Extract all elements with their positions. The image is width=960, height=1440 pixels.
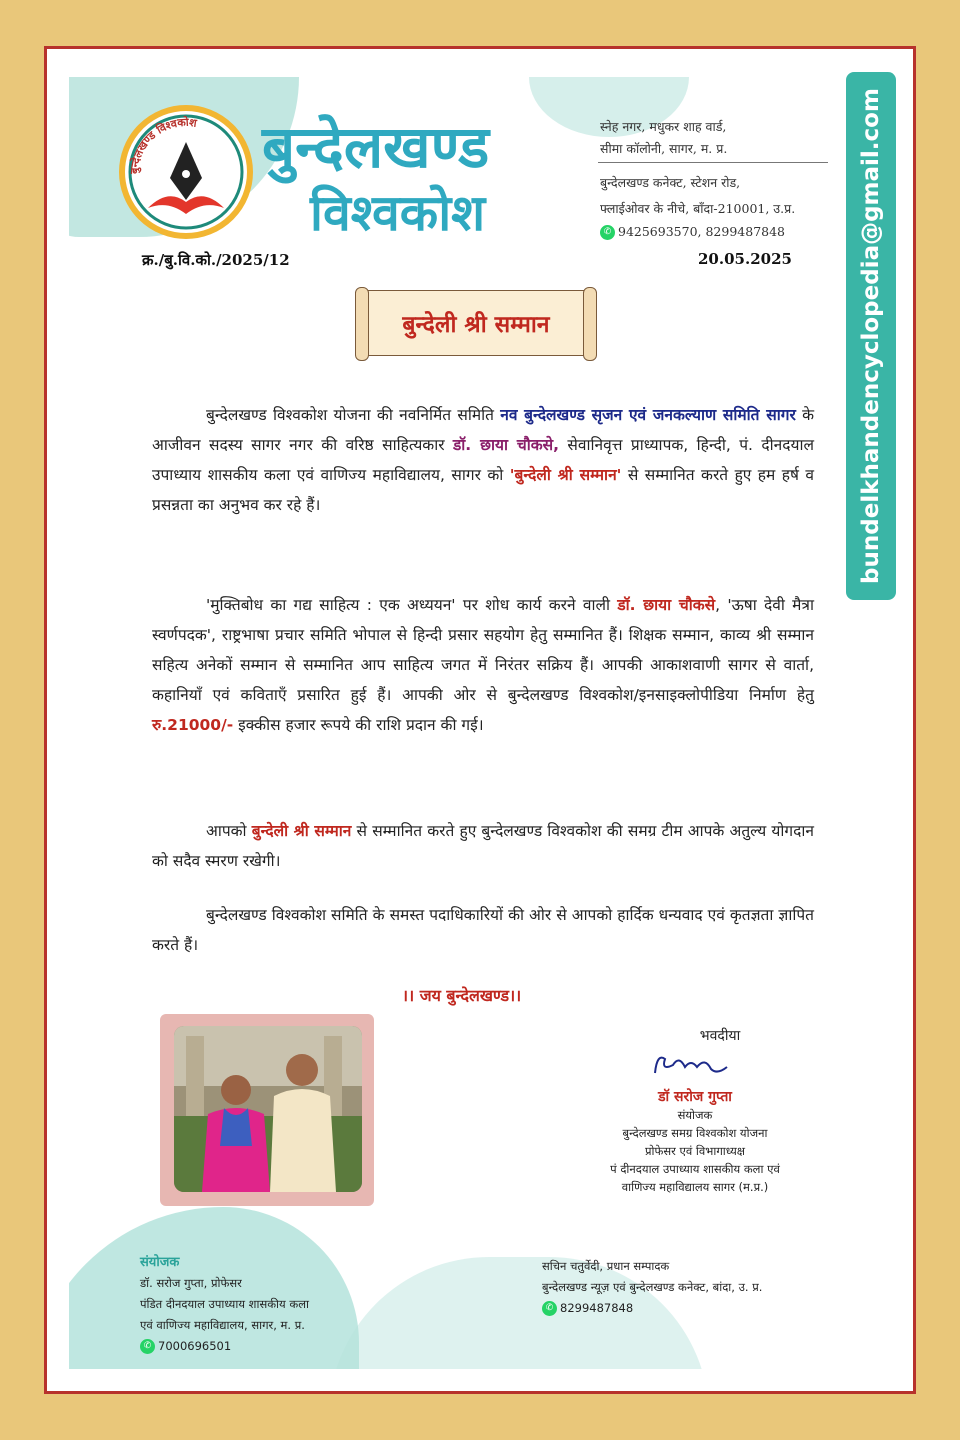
- address-line: स्नेह नगर, मधुकर शाह वार्ड,: [600, 119, 727, 134]
- committee-name: नव बुन्देलखण्ड सृजन एवं जनकल्याण समिति सागर: [500, 406, 796, 424]
- footer-right: [542, 1256, 762, 1319]
- paragraph-3: [152, 816, 814, 876]
- award-name: बुन्देली श्री सम्मान: [251, 822, 352, 840]
- address-line: फ्लाईओवर के नीचे, बाँदा-210001, उ.प्र.: [600, 201, 796, 216]
- address-phone: [600, 224, 785, 240]
- logo-ring-text: बुन्देलखण्ड विश्वकोश: [127, 115, 198, 175]
- footer-line: सचिन चतुर्वेदी, प्रधान सम्पादक: [542, 1259, 670, 1273]
- footer-line: बुन्देलखण्ड न्यूज़ एवं बुन्देलखण्ड कनेक्ट, बांदा, उ. प्र.: [542, 1280, 763, 1294]
- phone-number: 8299487848: [560, 1301, 634, 1315]
- text-run: आपको: [206, 822, 252, 840]
- brand-subtitle: विश्वकोश: [310, 184, 486, 242]
- text-run: बुन्देलखण्ड विश्वकोश समिति के समस्त पदाधिकारियों की ओर से आपको हार्दिक धन्यवाद एवं कृतज्ञता ज्ञापित करते हैं।: [152, 906, 814, 954]
- honoree-name: डॉ. छाया चौकसे: [617, 596, 716, 614]
- handwritten-signature-icon: [635, 1045, 755, 1083]
- signatory-line: प्रोफेसर एवं विभागाध्यक्ष: [644, 1144, 746, 1158]
- footer-line: पंडित दीनदयाल उपाध्याय शासकीय कला: [140, 1297, 309, 1311]
- title-scroll: [362, 290, 590, 356]
- text-run: 'मुक्तिबोध का गद्य साहित्य : एक अध्ययन' पर शोध कार्य करने वाली: [206, 596, 618, 614]
- signatory-name: डॉ सरोज गुप्ता: [658, 1089, 732, 1105]
- text-run: से सम्मानित करते हुए हम हर्ष व प्रसन्नता का अनुभव कर रहे हैं।: [152, 466, 814, 514]
- text-run: के आजीवन सदस्य सागर नगर की वरिष्ठ साहित्यकार: [152, 406, 814, 454]
- signatory-role: संयोजक: [677, 1108, 713, 1122]
- whatsapp-icon: ✆: [140, 1339, 155, 1354]
- footer-line: एवं वाणिज्य महाविद्यालय, सागर, म. प्र.: [140, 1318, 305, 1332]
- whatsapp-icon: ✆: [542, 1301, 557, 1316]
- phone-number: 7000696501: [158, 1339, 232, 1353]
- footer-line: डॉ. सरोज गुप्ता, प्रोफेसर: [140, 1276, 242, 1290]
- emblem-logo-icon: [118, 104, 254, 240]
- footer-left: [140, 1252, 309, 1357]
- honoree-photo: [174, 1026, 362, 1192]
- address-divider: [598, 162, 828, 163]
- text-run: , 'ऊषा देवी मैत्रा स्वर्णपदक', राष्ट्रभाषा प्रचार समिति भोपाल से हिन्दी प्रसार सहयोग हेतु सम्मानित हैं। शिक्षक सम्मान, काव्य श्री सम्मान सहित्य अनेकों सम्मान से सम्मानित आप साहित्य जगत में निरंतर सक्रिय हैं। आपकी आकाशवाणी सागर से वार्ता, कहानियाँ एवं कविताएँ प्रसारित हुई हैं। आपकी ओर से बुन्देलखण्ड विश्वकोश/इनसाइक्लोपीडिया निर्माण हेतु: [152, 596, 814, 704]
- footer-heading: संयोजक: [140, 1255, 180, 1270]
- closing-text: भवदीया: [699, 1028, 741, 1044]
- text-run: इक्कीस हजार रूपये की राशि प्रदान की गई।: [233, 716, 484, 734]
- text-run: बुन्देलखण्ड विश्वकोश योजना की नवनिर्मित समिति: [206, 406, 501, 424]
- letter-date: 20.05.2025: [698, 250, 792, 268]
- phone-numbers: 9425693570, 8299487848: [618, 224, 786, 239]
- donation-amount: रु.21000/-: [152, 716, 234, 734]
- email-strip: [846, 72, 896, 600]
- address-line: बुन्देलखण्ड कनेक्ट, स्टेशन रोड,: [600, 175, 741, 190]
- footer-phone: [542, 1298, 762, 1319]
- honoree-name: डॉ. छाया चौकसे,: [453, 436, 559, 454]
- address-line: सीमा कॉलोनी, सागर, म. प्र.: [600, 141, 728, 156]
- reference-number: क्र./बु.वि.को./2025/12: [142, 251, 290, 269]
- text-run: सेवानिवृत्त प्राध्यापक, हिन्दी, पं. दीनदयाल उपाध्याय शासकीय कला एवं वाणिज्य महाविद्यालय, सागर को: [152, 436, 815, 484]
- whatsapp-icon: ✆: [600, 225, 615, 240]
- brand-title: बुन्देलखण्ड: [262, 113, 490, 181]
- certificate-title: बुन्देली श्री सम्मान: [402, 312, 550, 338]
- signature-block: [580, 1026, 810, 1196]
- signatory-line: पं दीनदयाल उपाध्याय शासकीय कला एवं: [610, 1162, 780, 1176]
- text-run: से सम्मानित करते हुए बुन्देलखण्ड विश्वकोश की समग्र टीम आपके अतुल्य योगदान को सदैव स्मरण रखेगी।: [152, 822, 814, 870]
- paragraph-1: [152, 400, 814, 520]
- jai-bundelkhand: ।। जय बुन्देलखण्ड।।: [402, 986, 522, 1005]
- email-text: bundelkhandencyclopedia@gmail.com: [858, 88, 884, 584]
- footer-phone: [140, 1336, 309, 1357]
- award-name: 'बुन्देली श्री सम्मान': [509, 466, 622, 484]
- signatory-line: वाणिज्य महाविद्यालय सागर (म.प्र.): [621, 1180, 769, 1194]
- paragraph-2: [152, 590, 814, 740]
- signatory-line: बुन्देलखण्ड समग्र विश्वकोश योजना: [622, 1126, 768, 1140]
- paragraph-4: [152, 900, 814, 960]
